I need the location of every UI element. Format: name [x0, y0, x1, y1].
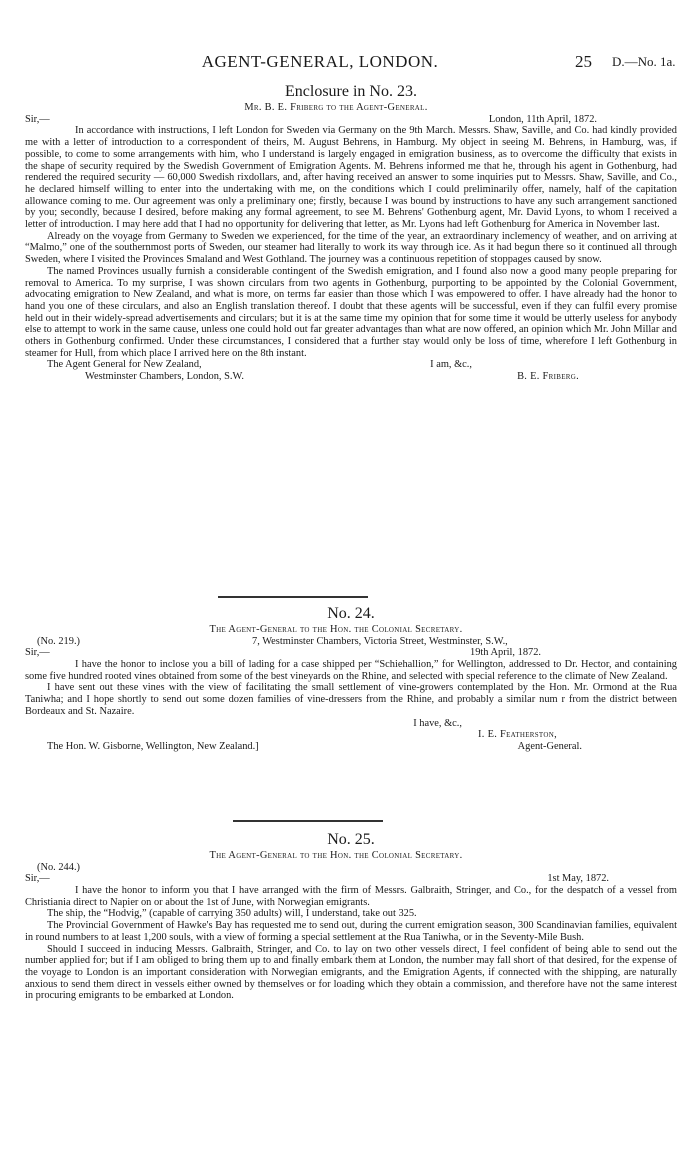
no25-paragraph: The ship, the “Hodvig,” (capable of carrying 350 adults) will, I understand, take out 325. — [47, 908, 417, 920]
no24-subheading: The Agent-General to the Hon. the Colonial Secretary. — [209, 624, 463, 635]
page-number: 25 — [575, 52, 592, 71]
no24-address: 7, Westminster Chambers, Victoria Street, Westminster, S.W., — [252, 635, 508, 647]
no24-ref: (No. 219.) — [37, 635, 80, 647]
no25-section — [25, 830, 677, 1002]
header-title: AGENT-GENERAL, LONDON. — [201, 52, 439, 71]
no24-closing-row — [25, 718, 677, 730]
no24-paragraph: I have the honor to inclose you a bill of lading for a case shipped per “Schiehallion,” for Wellington, addressed to Dr. Hector, and containing some five hundred rooted vines obtained from some of the best vineyards on the Rhine, and selected with special reference to the climate of New Zealand. — [25, 659, 677, 682]
enclosure-signoff-row — [25, 359, 677, 371]
no24-salutation: Sir,— — [25, 647, 50, 659]
enclosure-subheading: Mr. B. E. Friberg to the Agent-General. — [244, 102, 428, 113]
enclosure-paragraph: Already on the voyage from Germany to Sweden we experienced, for the time of the year, an extraordinary inclemency of weather, and on arriving at “Malmo,” one of the southernmost ports of Sweden, our steamer had literally to work its way through ice. As it had begun there so it continued all through Sweden, where I visited the Provinces Smaland and West Gothland. The journey was a continuous repetition of stoppages caused by snow. — [25, 230, 677, 266]
no24-salutation-row — [25, 647, 677, 659]
no25-paragraph: The Provincial Government of Hawke's Bay has requested me to send out, during the current emigration season, 300 Scandinavian families, equivalent in round numbers to at least 1,200 souls, with a view of forming a special settlement at the Rua Taniwha, or in the Seventy-Mile Bush. — [25, 920, 677, 943]
no25-ref: (No. 244.) — [37, 861, 80, 873]
enclosure-date: London, 11th April, 1872. — [488, 113, 597, 125]
no24-closing: I have, &c., — [413, 717, 462, 729]
no25-subheading: The Agent-General to the Hon. the Colonial Secretary. — [209, 850, 463, 861]
no25-paragraph: I have the honor to inform you that I have arranged with the firm of Messrs. Galbraith, Stringer, and Co., for the despatch of a vessel from Christiania direct to Napier on or about the 1st of June, with Norwegian emigrants. — [25, 885, 677, 908]
no25-heading: No. 25. — [327, 831, 375, 848]
running-header — [0, 52, 700, 72]
enclosure-addressee-address: Westminster Chambers, London, S.W. — [85, 371, 244, 383]
no25-ref-row — [25, 862, 677, 874]
section-divider — [233, 820, 383, 822]
no24-heading: No. 24. — [327, 605, 375, 622]
document-reference: D.—No. 1a. — [612, 54, 676, 69]
no24-recipient: The Hon. W. Gisborne, Wellington, New Zealand.] — [47, 740, 259, 752]
section-divider — [218, 596, 368, 598]
no24-section — [25, 604, 677, 753]
enclosure-salutation-row — [25, 114, 677, 126]
no24-paragraph: I have sent out these vines with the view of facilitating the small settlement of vine-growers contemplated by the Hon. Mr. Ormond at the Rua Taniwha; and I hope shortly to send out some dozen families of vine-dressers from the Rhine, and probably a similar num r from the district between Bordeaux and St. Nazaire. — [25, 682, 677, 717]
enclosure-paragraph: The named Provinces usually furnish a considerable contingent of the Swedish emigration, and I found also now a good many people preparing for removal to America. To my surprise, I was shown circulars from two agents in Gothenburg, purporting to be appointed by the Colonial Government, advocating emigration to New Zealand, and what is more, on terms far easier than those which I was empowered to offer. I have already had the honor to hand you one of these circulars, and also an English translation thereof. I doubt that these agents will be successful, even if they can fulfil every promise held out in their widely-spread advertisements and circulars; but it is at the same time my opinion that for some time it would be utterly useless for anybody else to attempt to work in the same cause, unless one could hold out far greater advantages than what are now offered, an opinion which Mr. John Millar and others in Gothenburg confirmed. Under these circumstances, I considered that a further stay would only be loss of time, wherefore I left Gothenburg in steamer for Hull, from which place I arrived here on the 8th instant. — [25, 265, 677, 359]
enclosure-salutation: Sir,— — [25, 113, 50, 125]
no25-date: 1st May, 1872. — [547, 873, 609, 885]
no24-signature-title: Agent-General. — [517, 740, 582, 752]
no25-salutation: Sir,— — [25, 873, 50, 885]
no24-signature-row — [25, 729, 677, 741]
no24-signature: I. E. Featherston, — [478, 729, 557, 741]
enclosure-paragraph: In accordance with instructions, I left London for Sweden via Germany on the 9th March. Messrs. Shaw, Saville, and Co. had kindly provided me with a letter of introduction to a correspondent of theirs, M. August Behrens, in Hamburg. My object in seeing M. Behrens, in Hamburg, was, if possible, to come to some arrangements with him, who I understand is largely engaged in emigration business, as to overcome the difficulty that exists in the shape of security required by the Swedish Government of Emigration Agents. M. Behrens informed me that he, through his agent in Gothenburg, had rendered the required security — 60,000 Swedish rixdollars, and, after having received an answer to some inquiries put to Messrs. Shaw, Saville, and Co., he declared himself willing to enter into the undertaking with me, on the conditions which I could preliminarily offer, namely, half of the capitation allowance coming to me. Our agreement was only a preliminary one; firstly, because I was bound by instructions to have any such arrangement sanctioned by you; secondly, because I desired, before making any formal agreement, to see M. Behrens' Gothenburg agent, Mr. David Lyons, to whom I received a letter of introduction. I may here add that I had no opportunity for delivering that letter, as Mr. Lyons had left Gothenburg for America in November last. — [25, 125, 677, 231]
no24-recipient-row — [25, 741, 677, 753]
enclosure-heading: Enclosure in No. 23. — [285, 83, 417, 100]
enclosure-signoff-row — [25, 371, 677, 383]
no25-salutation-row — [25, 873, 677, 885]
enclosure-section — [25, 82, 677, 383]
no24-date: 19th April, 1872. — [470, 647, 542, 659]
enclosure-signature: B. E. Friberg. — [517, 371, 579, 383]
enclosure-closing: I am, &c., — [430, 359, 472, 371]
enclosure-addressee: The Agent General for New Zealand, — [47, 359, 202, 371]
no25-paragraph: Should I succeed in inducing Messrs. Galbraith, Stringer, and Co. to lay on two other vessels direct, I feel confident of being able to send out the number applied for; but if I am obliged to bring them up to and finally embark them at London, the number may fall short of that desired, for the expense of the voyage to London is an important consideration with Norwegian emigrants, and the Emigration Agents, if connected with the shipping, are naturally anxious to send them direct in vessels either owned by themselves or for loading which they obtain a commission, and therefore have not the same interest in procuring emigrants to be embarked at London. — [25, 943, 677, 1002]
no24-ref-row — [25, 636, 677, 648]
